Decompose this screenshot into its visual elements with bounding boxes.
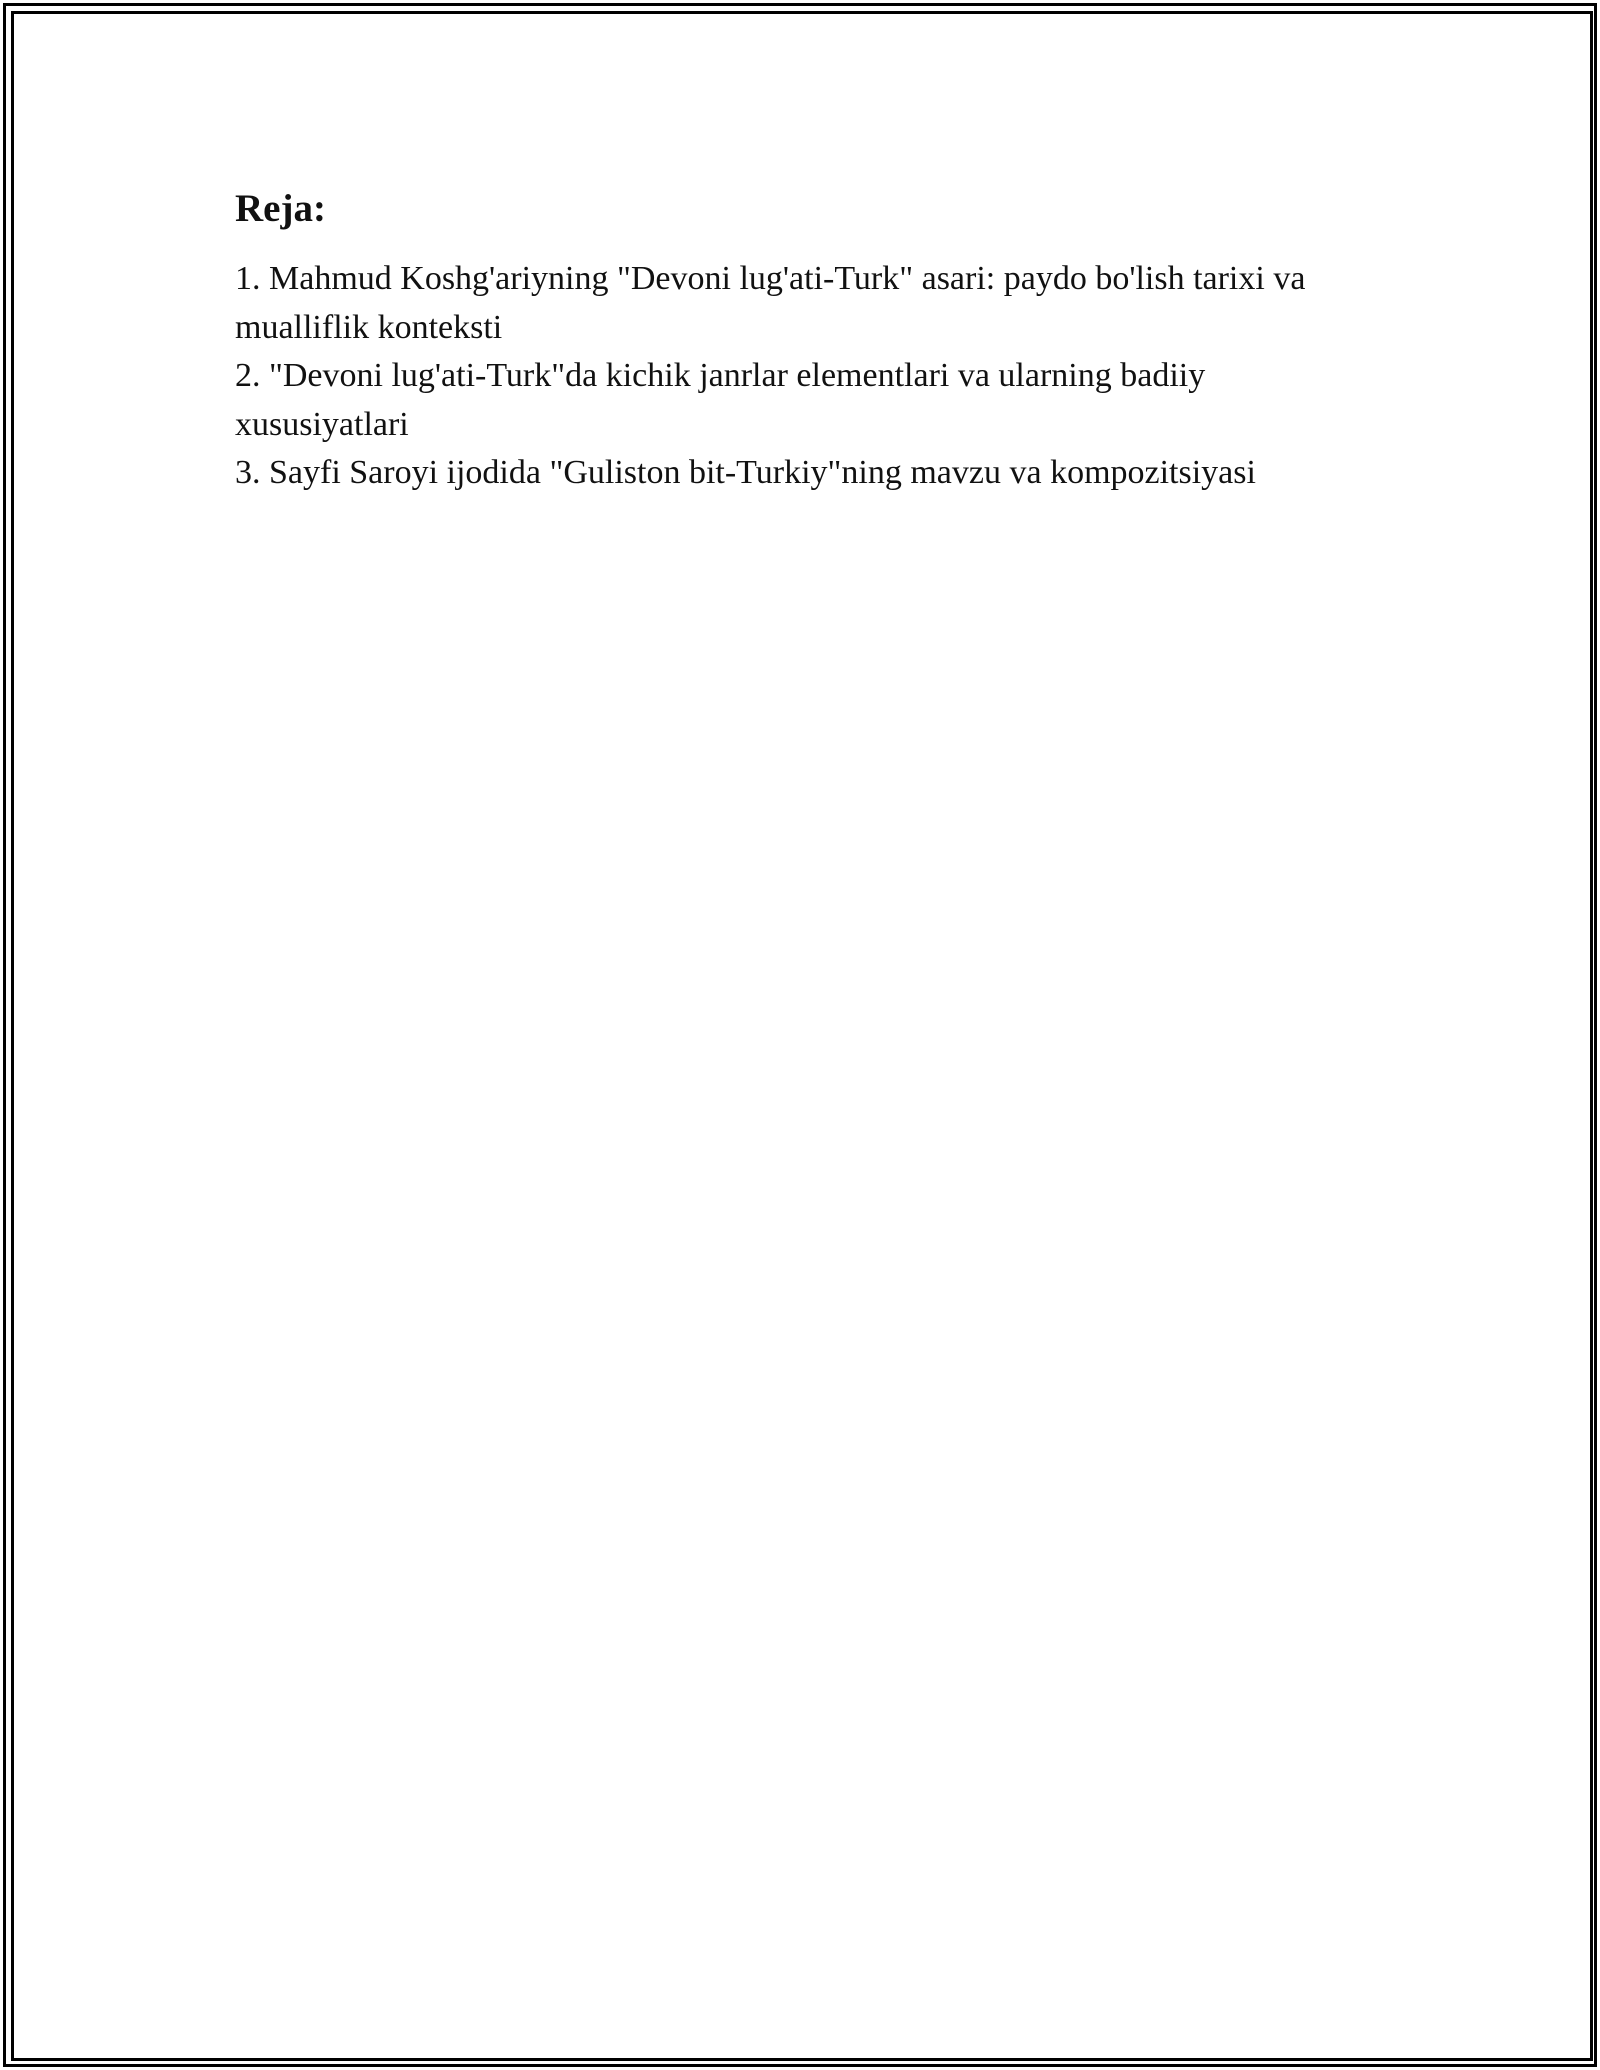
plan-item-2: 2. "Devoni lug'ati-Turk"da kichik janrlar elementlari va ularning badiiy xususiyatlari <box>235 357 1206 443</box>
document-body <box>235 185 1375 498</box>
plan-item-3: 3. Sayfi Saroyi ijodida "Guliston bit-Turkiy"ning mavzu va kompozitsiyasi <box>235 454 1256 491</box>
plan-heading: Reja: <box>235 187 326 230</box>
plan-list <box>235 255 1375 498</box>
plan-item-1: 1. Mahmud Koshg'ariyning "Devoni lug'ati-Turk" asari: paydo bo'lish tarixi va mualliflik konteksti <box>235 260 1306 346</box>
